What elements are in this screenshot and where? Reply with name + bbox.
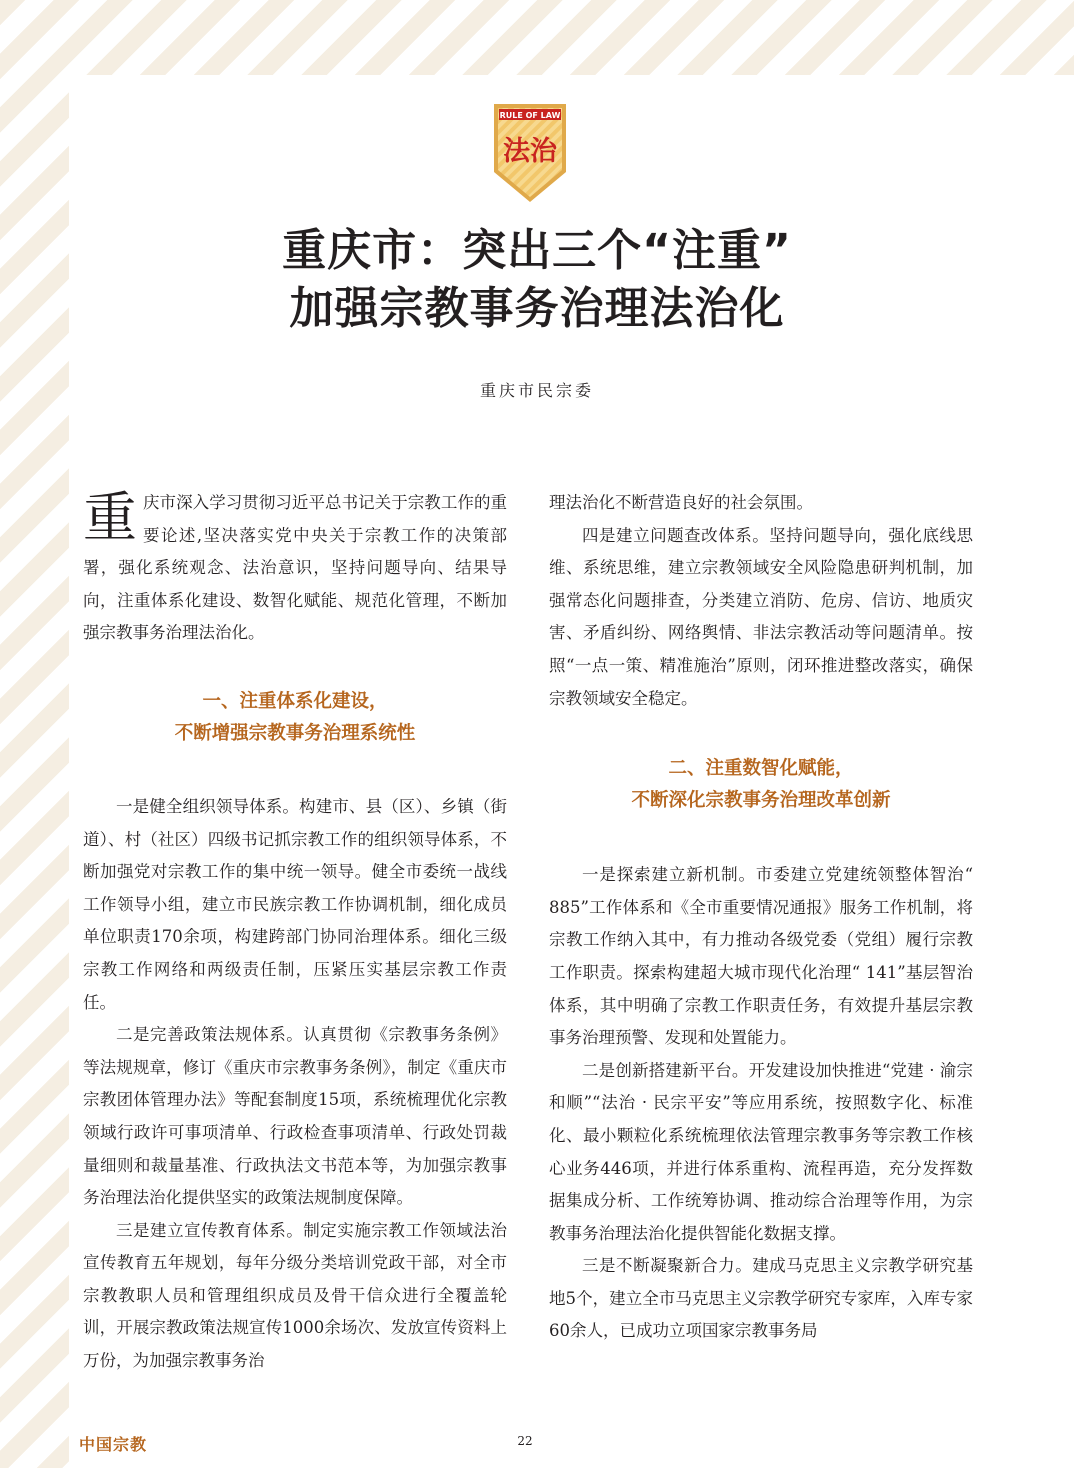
section-heading-2 [549, 753, 973, 817]
drop-cap: 重 [83, 486, 137, 549]
paragraph: 二是完善政策法规体系。认真贯彻《宗教事务条例》等法规规章，修订《重庆市宗教事务条例》，制定《重庆市宗教团体管理办法》等配套制度15项，系统梳理优化宗教领域行政许可事项清单、行政检查事项清单、行政处罚裁量细则和裁量基准、行政执法文书范本等，为加强宗教事务治理法治化提供坚实的政策法规制度保障。 [83, 1025, 507, 1208]
badge-top-text: RULE OF LAW [499, 111, 561, 120]
left-column [83, 487, 507, 1378]
paragraph: 四是建立问题查改体系。坚持问题导向，强化底线思维、系统思维，建立宗教领域安全风险隐患研判机制，加强常态化问题排查，分类建立消防、危房、信访、地质灾害、矛盾纠纷、网络舆情、非法宗教活动等问题清单。按照“一点一策、精准施治”原则，闭环推进整改落实，确保宗教领域安全稳定。 [549, 525, 973, 708]
paragraph: 三是建立宣传教育体系。制定实施宗教工作领域法治宣传教育五年规划，每年分级分类培训党政干部，对全市宗教教职人员和管理组织成员及骨干信众进行全覆盖轮训，开展宗教政策法规宣传1000余场次、发放宣传资料上万份，为加强宗教事务治 [83, 1220, 507, 1371]
title-line-2: 加强宗教事务治理法治化 [289, 283, 785, 334]
article-title [0, 222, 1074, 338]
paragraph: 二是创新搭建新平台。开发建设加快推进“党建 · 渝宗和顺”“法治 · 民宗平安”等应用系统，按照数字化、标准化、最小颗粒化系统梳理依法管理宗教事务等宗教工作核心业务446项，并进行体系重构、流程再造，充分发挥数据集成分析、工作统筹协调、推动综合治理等作用，为宗教事务治理法治化提供智能化数据支撑。 [549, 1060, 973, 1243]
author-byline: 重庆市民宗委 [479, 381, 594, 400]
intro-text: 庆市深入学习贯彻习近平总书记关于宗教工作的重要论述,坚决落实党中央关于宗教工作的决策部署，强化系统观念、法治意识，坚持问题导向、结果导向，注重体系化建设、数智化赋能、规范化管理，不断加强宗教事务治理法治化。 [83, 493, 507, 643]
paragraph: 三是不断凝聚新合力。建成马克思主义宗教学研究基地5个，建立全市马克思主义宗教学研究专家库，入库专家60余人，已成功立项国家宗教事务局 [549, 1256, 973, 1341]
right-column [549, 487, 973, 1348]
section-heading-1-line-2: 不断增强宗教事务治理系统性 [174, 722, 416, 744]
rule-of-law-badge [492, 102, 568, 204]
title-line-1: 重庆市：突出三个“注重” [282, 225, 792, 276]
magazine-logo: 中国宗教 [79, 1435, 148, 1454]
badge-main-text: 法治 [503, 136, 557, 167]
intro-paragraph [83, 487, 507, 650]
section-heading-1 [83, 686, 507, 750]
badge-shield-icon [492, 102, 568, 204]
section-heading-2-line-1: 二、注重数智化赋能， [668, 758, 854, 780]
page-number: 22 [517, 1434, 533, 1448]
paragraph: 一是探索建立新机制。市委建立党建统领整体智治“ 885”工作体系和《全市重要情况通报》服务工作机制，将宗教工作纳入其中，有力推动各级党委（党组）履行宗教工作职责。探索构建超大城市现代化治理“ 141”基层智治体系，其中明确了宗教工作职责任务，有效提升基层宗教事务治理预警、发现和处置能力。 [549, 865, 973, 1048]
paragraph: 一是健全组织领导体系。构建市、县（区）、乡镇（街道）、村（社区）四级书记抓宗教工作的组织领导体系，不断加强党对宗教工作的集中统一领导。健全市委统一战线工作领导小组，建立市民族宗教工作协调机制，细化成员单位职责170余项，构建跨部门协同治理体系。细化三级宗教工作网络和两级责任制，压紧压实基层宗教工作责任。 [83, 796, 507, 1012]
section-heading-2-line-2: 不断深化宗教事务治理改革创新 [631, 790, 891, 812]
section-heading-1-line-1: 一、注重体系化建设， [202, 690, 388, 712]
paragraph: 理法治化不断营造良好的社会氛围。 [549, 493, 813, 512]
